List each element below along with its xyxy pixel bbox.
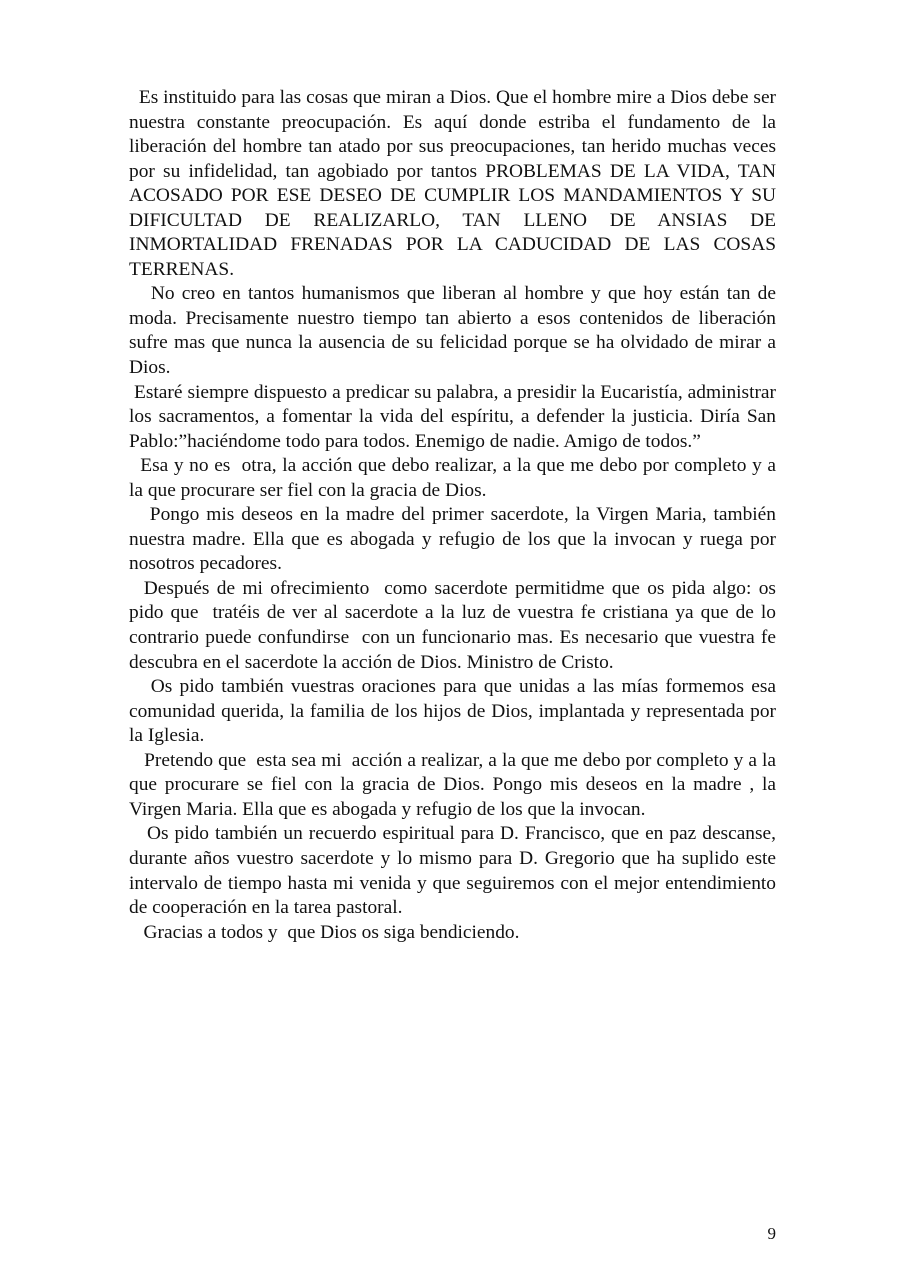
- paragraph-10: Gracias a todos y que Dios os siga bendiciendo.: [129, 921, 520, 943]
- paragraph-1: Es instituido para las cosas que miran a Dios. Que el hombre mire a Dios debe ser nuestra constante preocupación. Es aquí donde estriba el fundamento de la liberación del hombre tan atado por sus preocupaciones, tan herido muchas veces por su infidelidad, tan agobiado por tantos PROBLEMAS DE LA VIDA, TAN ACOSADO POR ESE DESEO DE CUMPLIR LOS MANDAMIENTOS Y SU DIFICULTAD DE REALIZARLO, TAN LLENO DE ANSIAS DE INMORTALIDAD FRENADAS POR LA CADUCIDAD DE LAS COSAS TERRENAS.: [129, 87, 781, 280]
- paragraph-3: Estaré siempre dispuesto a predicar su palabra, a presidir la Eucaristía, administrar los sacramentos, a fomentar la vida del espíritu, a defender la justicia. Diría San Pablo:”haciéndome todo para todos. Enemigo de nadie. Amigo de todos.”: [129, 381, 781, 452]
- paragraph-7: Os pido también vuestras oraciones para que unidas a las mías formemos esa comunidad querida, la familia de los hijos de Dios, implantada y representada por la Iglesia.: [129, 676, 781, 747]
- paragraph-9: Os pido también un recuerdo espiritual para D. Francisco, que en paz descanse, durante años vuestro sacerdote y lo mismo para D. Gregorio que ha suplido este intervalo de tiempo hasta mi venida y que seguiremos con el mejor entendimiento de cooperación en la tarea pastoral.: [129, 823, 781, 919]
- page-number: 9: [767, 1224, 776, 1243]
- paragraph-2: No creo en tantos humanismos que liberan al hombre y que hoy están tan de moda. Precisamente nuestro tiempo tan abierto a esos contenidos de liberación sufre mas que nunca la ausencia de su felicidad porque se ha olvidado de mirar a Dios.: [129, 283, 781, 379]
- paragraph-5: Pongo mis deseos en la madre del primer sacerdote, la Virgen Maria, también nuestra madre. Ella que es abogada y refugio de los que la invocan y ruega por nosotros pecadores.: [129, 504, 781, 575]
- paragraph-4: Esa y no es otra, la acción que debo realizar, a la que me debo por completo y a la que procurare ser fiel con la gracia de Dios.: [129, 455, 781, 501]
- paragraph-8: Pretendo que esta sea mi acción a realizar, a la que me debo por completo y a la que procurare se fiel con la gracia de Dios. Pongo mis deseos en la madre , la Virgen Maria. Ella que es abogada y refugio de los que la invocan.: [129, 749, 781, 820]
- paragraph-6: Después de mi ofrecimiento como sacerdote permitidme que os pida algo: os pido que tratéis de ver al sacerdote a la luz de vuestra fe cristiana ya que de lo contrario puede confundirse con un funcionario mas. Es necesario que vuestra fe descubra en el sacerdote la acción de Dios. Ministro de Cristo.: [129, 577, 781, 673]
- body-text: [129, 86, 781, 945]
